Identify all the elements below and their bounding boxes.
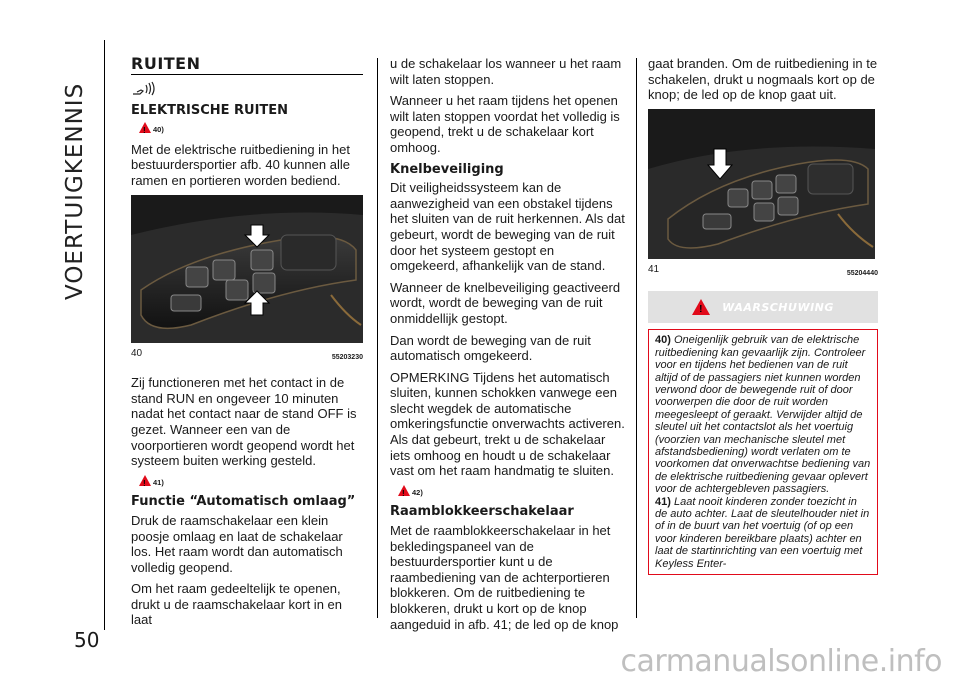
heading-window-lock: Raamblokkeerschakelaar (390, 504, 574, 520)
warning-box (648, 329, 878, 575)
paragraph: Druk de raamschakelaar een klein poosje omlaag en laat de schakelaar los. Het raam wordt dan automatisch volledig geopend. (131, 512, 343, 575)
watermark: carmanualsonline.info (620, 644, 942, 679)
figure-number: 41 (648, 263, 660, 275)
warning-ref-41 (139, 475, 363, 491)
heading-pinch-protection: Knelbeveiliging (390, 161, 504, 177)
paragraph: OPMERKING Tijdens het automatisch sluiten, kunnen schokken vanwege een slecht wegdek de automatische omkeringsfunctie onverwachts activeren. Als dat gebeurt, trekt u de schakelaar iets omhoog en houdt u de schakelaar vast om het raam handmatig te sluiten. (390, 369, 625, 479)
column-3 (648, 56, 878, 575)
door-panel-illustration (131, 195, 363, 343)
paragraph: gaat branden. Om de ruitbediening in te schakelen, drukt u nogmaals kort op de knop; de led op de knop gaat uit. (648, 56, 878, 103)
warning-ref-label: 41) (153, 477, 164, 487)
warning-text: Oneigenlijk gebruik van de elektrische ruitbediening kan gevaarlijk zijn. Controleer voor en tijdens het bedienen van de ruit altijd of de passagiers niet kunnen worden verwond door de bewegende ruit of door voorwerpen die door de ruit worden meegesleept of geraakt. Verwijder altijd de sleutel uit het contactslot als het voertuig (voorzien van mechanische sleutel met afstandsbediening) wordt verlaten om te voorkomen dat onverwachtse bediening van de elektrische ruitbediening gevaar oplevert voor de achtergebleven passagiers. (655, 334, 871, 496)
warning-triangle-icon (692, 299, 710, 315)
warning-ref-42 (398, 485, 625, 501)
warning-header (648, 291, 878, 323)
figure-41-caption (648, 262, 878, 282)
column-1 (131, 56, 363, 634)
chapter-title: VOERTUIGKENNIS (62, 82, 88, 300)
figure-code: 55204440 (846, 269, 878, 277)
paragraph: Met de elektrische ruitbediening in het bestuurdersportier afb. 40 kunnen alle ramen en portieren worden bediend. (131, 141, 350, 188)
warning-triangle-icon (139, 122, 151, 133)
paragraph: Wanneer de knelbeveiliging geactiveerd wordt, wordt de beweging van de ruit onmiddellijk gestopt. (390, 279, 621, 326)
paragraph: Met de raamblokkeerschakelaar in het bekledingspaneel van de bestuurdersportier kunt u de raambediening van de achterportieren blokkeren. Om de ruitbediening te blokkeren, drukt u kort op de knop aangeduid in afb. 41; de led op de knop (390, 523, 619, 632)
warning-number: 40) (655, 334, 671, 347)
heading-auto-down: Functie “Automatisch omlaag” (131, 494, 356, 510)
subsection-title: ELEKTRISCHE RUITEN (131, 102, 289, 118)
column-divider-2 (636, 58, 637, 618)
wifi-hand-icon (131, 81, 157, 97)
warning-item-41 (655, 496, 871, 570)
sidebar-divider (104, 40, 105, 630)
figure-number: 40 (131, 347, 143, 359)
column-2 (390, 56, 625, 638)
warning-number: 41) (655, 495, 671, 508)
paragraph: Dan wordt de beweging van de ruit automatisch omgekeerd. (390, 332, 591, 364)
figure-code: 55203230 (331, 353, 363, 361)
paragraph: Om het raam gedeeltelijk te openen, drukt u de raamschakelaar kort in en laat (131, 581, 342, 628)
paragraph: Wanneer u het raam tijdens het openen wilt laten stoppen voordat het volledig is geopend, trekt u de schakelaar kort omhoog. (390, 93, 620, 155)
warning-ref-40 (139, 122, 363, 138)
warning-item-40 (655, 334, 871, 495)
warning-title: WAARSCHUWING (722, 300, 834, 314)
warning-text: Laat nooit kinderen zonder toezicht in de auto achter. Laat de sleutelhouder niet in of in de buurt van het voertuig (of op een voor kinderen bereikbare plaats) achter en laat de startinrichting van een voertuig met Keyless Enter- (655, 495, 870, 570)
section-title: RUITEN (131, 56, 363, 75)
figure-40-photo (131, 195, 363, 343)
warning-triangle-icon (139, 475, 151, 486)
warning-triangle-icon (398, 485, 410, 496)
column-divider-1 (377, 58, 378, 618)
paragraph: Zij functioneren met het contact in de stand RUN en ongeveer 10 minuten nadat het contact naar de stand OFF is gezet. Wanneer een van de voorportieren wordt geopend wordt het systeem buiten werking gesteld. (131, 375, 357, 469)
figure-40-caption (131, 346, 363, 366)
warning-ref-label: 42) (412, 487, 423, 497)
paragraph: Dit veiligheidssysteem kan de aanwezigheid van een obstakel tijdens het sluiten van de ruit herkennen. Als dat gebeurt, wordt de beweging van de ruit door het systeem gestopt en omgekeerd, afhankelijk van de stand. (390, 180, 625, 274)
warning-ref-label: 40) (153, 125, 164, 135)
door-panel-illustration (648, 109, 875, 259)
figure-41-photo (648, 109, 875, 259)
paragraph: u de schakelaar los wanneer u het raam wilt laten stoppen. (390, 56, 622, 87)
page-number: 50 (74, 628, 100, 652)
